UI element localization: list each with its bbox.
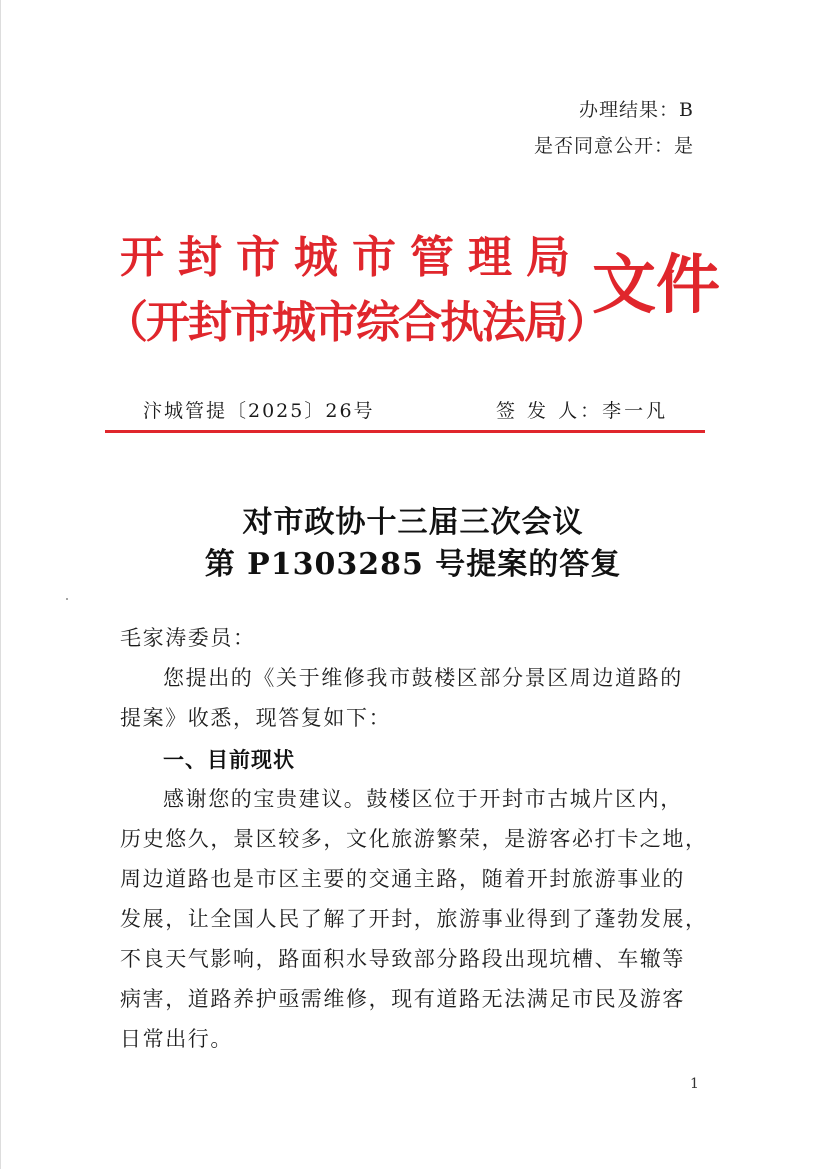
letterhead-divider — [105, 430, 705, 433]
paragraph-2-line: 历史悠久，景区较多，文化旅游繁荣，是游客必打卡之地， — [120, 827, 708, 851]
document-title-line2: 第 P1303285 号提案的答复 — [204, 547, 622, 582]
paragraph-2-line: 发展，让全国人民了解了开封，旅游事业得到了蓬勃发展， — [120, 907, 708, 931]
page-number: 1 — [690, 1076, 699, 1092]
scan-edge — [0, 0, 1, 1169]
paragraph-2-line: 周边道路也是市区主要的交通主路，随着开封旅游事业的 — [120, 867, 685, 891]
document-number: 汴城管提〔2025〕26号 — [143, 400, 375, 422]
section-heading: 一、目前现状 — [163, 748, 295, 772]
paragraph-2-line: 不良天气影响，路面积水导致部分路段出现坑槽、车辙等 — [120, 947, 685, 971]
org-name-line1: 开封市城市管理局 — [120, 232, 584, 283]
paragraph-1-line-2: 提案》收悉，现答复如下： — [120, 706, 392, 730]
scan-speck — [66, 598, 68, 600]
public-consent: 是否同意公开：是 — [533, 135, 694, 157]
org-name-line2: （开封市城市综合执法局） — [104, 297, 608, 348]
file-label: 文件 — [592, 248, 720, 323]
paragraph-1-line-1: 您提出的《关于维修我市鼓楼区部分景区周边道路的 — [163, 666, 683, 690]
paragraph-2-line: 日常出行。 — [120, 1027, 233, 1051]
handling-result: 办理结果：B — [579, 99, 694, 121]
document-title-line1: 对市政协十三届三次会议 — [242, 505, 584, 540]
salutation: 毛家涛委员： — [120, 626, 256, 650]
paragraph-2-line: 病害，道路养护亟需维修，现有道路无法满足市民及游客 — [120, 987, 685, 1011]
signer: 签 发 人：李一凡 — [496, 400, 669, 422]
paragraph-2-line: 感谢您的宝贵建议。鼓楼区位于开封市古城片区内， — [163, 787, 683, 811]
